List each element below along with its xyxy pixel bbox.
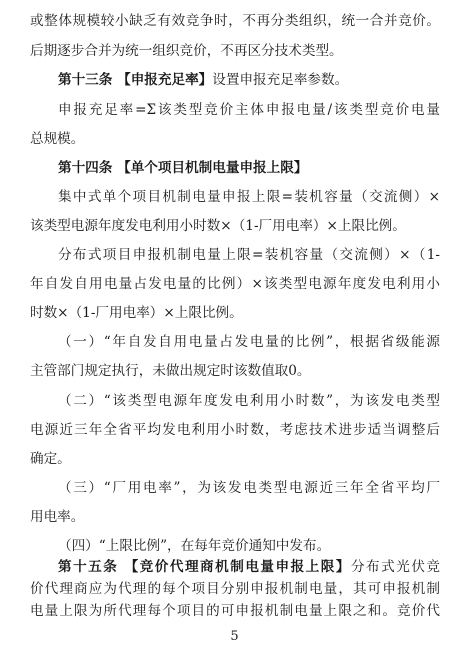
line-text: 设置申报充足率参数。 <box>212 72 349 88</box>
line-text: 分布式项目申报机制电量上限=装机容量（交流侧）×（1- <box>58 247 440 263</box>
text-line-16 <box>30 448 440 470</box>
line-text: （四）“上限比例”，在每年竞价通知中发布。 <box>58 538 331 554</box>
article-13-heading <box>58 69 440 91</box>
text-line-4 <box>58 99 440 121</box>
text-line-7 <box>58 186 440 208</box>
article-15-heading <box>58 556 440 578</box>
line-text: 价代理商应为代理的每个项目分别申报机制电量，其可申报机制 <box>30 581 440 597</box>
line-text: 或整体规模较小缺乏有效竞争时，不再分类组织，统一合并竞价。 <box>30 13 440 29</box>
text-line-13 <box>30 360 440 382</box>
line-text: 用电率。 <box>30 509 85 525</box>
line-text: 总规模。 <box>30 131 85 147</box>
article-14-heading <box>58 157 440 179</box>
article-title: 第十四条 【单个项目机制电量申报上限】 <box>58 160 308 176</box>
line-text: 电源近三年全省平均发电利用小时数，考虑技术进步适当调整后 <box>30 422 440 438</box>
text-line-19 <box>58 535 440 557</box>
line-text: 年自发自用电量占发电量的比例）×该类型电源年度发电利用小 <box>30 276 440 292</box>
text-line-8 <box>30 215 440 237</box>
line-text: 确定。 <box>30 451 71 467</box>
line-text: 分布式光伏竞 <box>350 559 440 575</box>
text-line-9 <box>58 244 440 266</box>
line-text: （三）“厂用电率”，为该发电类型电源近三年全省平均厂 <box>58 480 440 496</box>
text-line-21 <box>30 578 440 600</box>
line-text: 时数×（1-厂用电率）×上限比例。 <box>30 305 243 321</box>
text-line-17 <box>58 477 440 499</box>
article-title: 第十五条 【竞价代理商机制电量申报上限】 <box>58 559 351 575</box>
line-text: 后期逐步合并为统一组织竞价，不再区分技术类型。 <box>30 43 343 59</box>
line-text: 主管部门规定执行，未做出规定时该数值取0。 <box>30 363 311 379</box>
line-text: （二）“该类型电源年度发电利用小时数”，为该发电类型 <box>58 393 440 409</box>
article-title: 第十三条 【申报充足率】 <box>58 72 213 88</box>
text-line-22 <box>30 600 440 622</box>
line-text: （一）“年自发自用电量占发电量的比例”，根据省级能源 <box>58 334 440 350</box>
text-line-10 <box>30 273 440 295</box>
text-line-1 <box>30 10 440 32</box>
text-line-14 <box>58 390 440 412</box>
page-number: 5 <box>230 629 239 644</box>
text-line-5 <box>30 128 440 150</box>
text-line-15 <box>30 419 440 441</box>
line-text: 集中式单个项目机制电量申报上限=装机容量（交流侧）× <box>58 189 440 205</box>
text-line-12 <box>58 331 440 353</box>
line-text: 申报充足率=Σ该类型竞价主体申报电量/该类型竞价电量 <box>58 102 440 118</box>
text-line-18 <box>30 506 440 528</box>
text-line-11 <box>30 302 440 324</box>
text-line-2 <box>30 40 440 62</box>
line-text: 电量上限为所代理每个项目的可申报机制电量上限之和。竞价代 <box>30 603 440 619</box>
line-text: 该类型电源年度发电利用小时数×（1-厂用电率）×上限比例。 <box>30 218 406 234</box>
